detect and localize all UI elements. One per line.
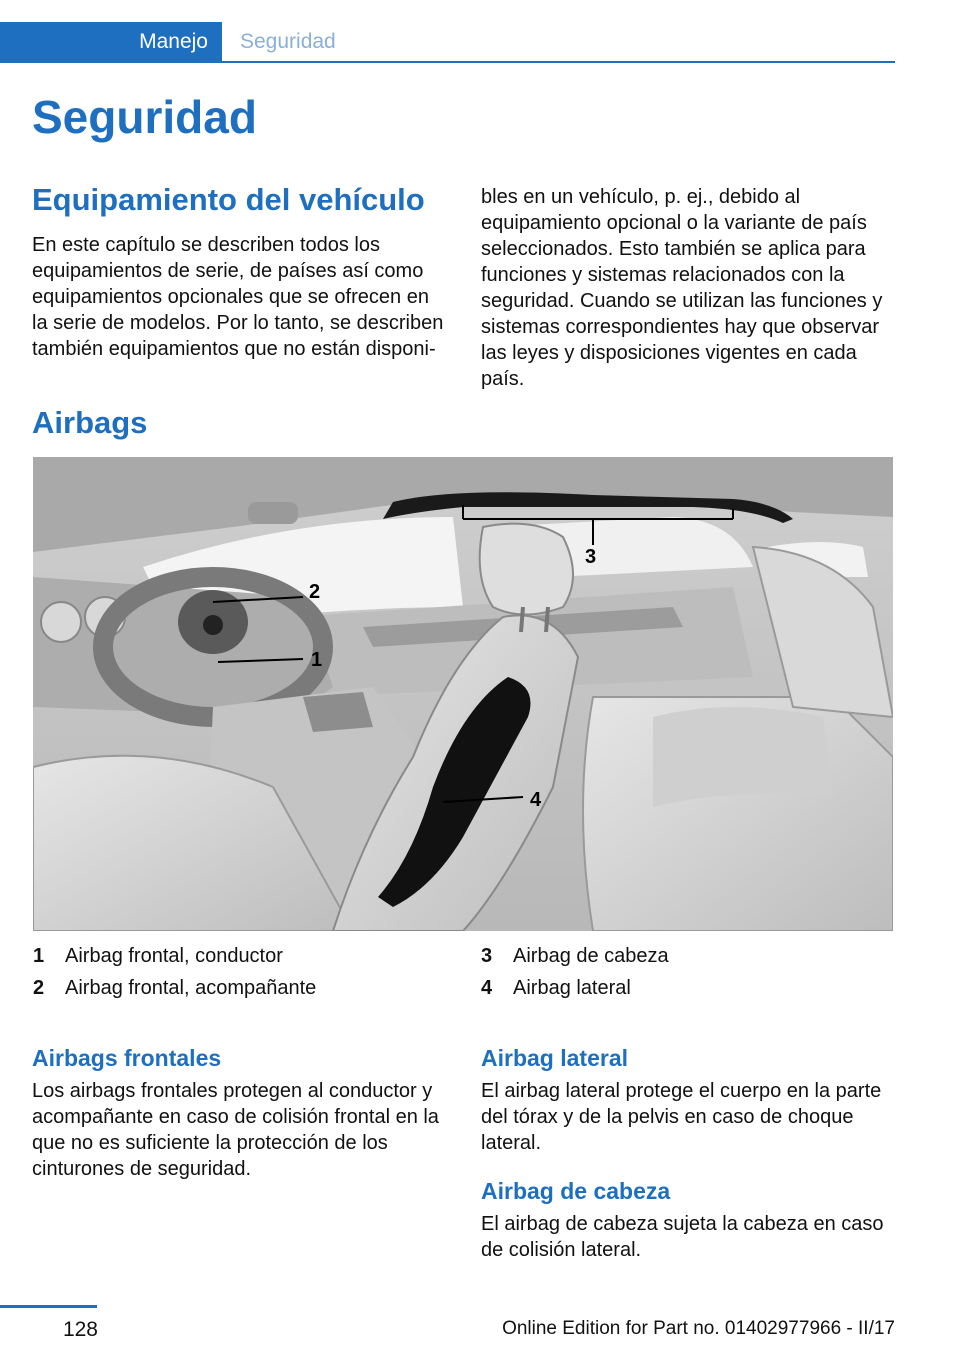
legend-item	[33, 940, 316, 972]
legend-number: 4	[481, 977, 493, 999]
header	[0, 22, 895, 62]
legend-item	[481, 972, 669, 1004]
intro-paragraph-left: En este capítulo se describen todos los equipamientos de serie, de países así como equipamientos opcionales que se ofrecen en la serie de modelos. Por lo tanto, se describen también equipamientos que no están disponi-	[32, 234, 444, 360]
frontales-title: Airbags frontales	[32, 1045, 222, 1071]
callout-1: 1	[311, 649, 323, 671]
legend-number: 2	[33, 977, 45, 999]
callout-4: 4	[530, 789, 542, 811]
frontales-text: Los airbags frontales protegen al conductor y acompañante en caso de colisión frontal en la que no es suficiente la protección de los cinturones de seguridad.	[32, 1080, 439, 1180]
airbags-title: Airbags	[32, 405, 148, 440]
cabeza-text: El airbag de cabeza sujeta la cabeza en caso de colisión lateral.	[481, 1213, 884, 1261]
legend-label: Airbag frontal, acompañante	[65, 977, 317, 999]
header-divider	[0, 61, 895, 63]
page-title: Seguridad	[32, 91, 257, 143]
legend-item	[481, 940, 669, 972]
callout-2: 2	[309, 581, 321, 603]
callout-3: 3	[585, 546, 597, 568]
page-number: 128	[62, 1318, 98, 1341]
legend-number: 3	[481, 945, 493, 967]
section-title: Equipamiento del vehículo	[32, 182, 425, 217]
legend-right	[481, 940, 669, 1004]
legend-item	[33, 972, 316, 1004]
edition-note: Online Edition for Part no. 01402977966 - II/17	[502, 1318, 895, 1339]
legend-label: Airbag lateral	[513, 977, 631, 999]
legend-number: 1	[33, 945, 45, 967]
legend-label: Airbag frontal, conductor	[65, 945, 283, 967]
tab-seguridad[interactable]: Seguridad	[240, 30, 336, 53]
legend-left	[33, 940, 316, 1004]
legend-label: Airbag de cabeza	[513, 945, 669, 967]
tab-manejo[interactable]: Manejo	[0, 22, 222, 62]
lateral-title: Airbag lateral	[481, 1045, 628, 1071]
cabeza-title: Airbag de cabeza	[481, 1178, 671, 1204]
car-interior-illustration	[33, 457, 893, 931]
lateral-text: El airbag lateral protege el cuerpo en la parte del tórax y de la pelvis en caso de choque lateral.	[481, 1080, 882, 1154]
footer-divider	[0, 1305, 97, 1308]
intro-paragraph-right: bles en un vehículo, p. ej., debido al equipamiento opcional o la variante de país seleccionados. Esto también se aplica para funciones y sistemas relacionados con la seguridad. Cuando se utilizan las funciones y sistemas correspondientes hay que observar las leyes y disposiciones vigentes en cada país.	[481, 186, 883, 390]
